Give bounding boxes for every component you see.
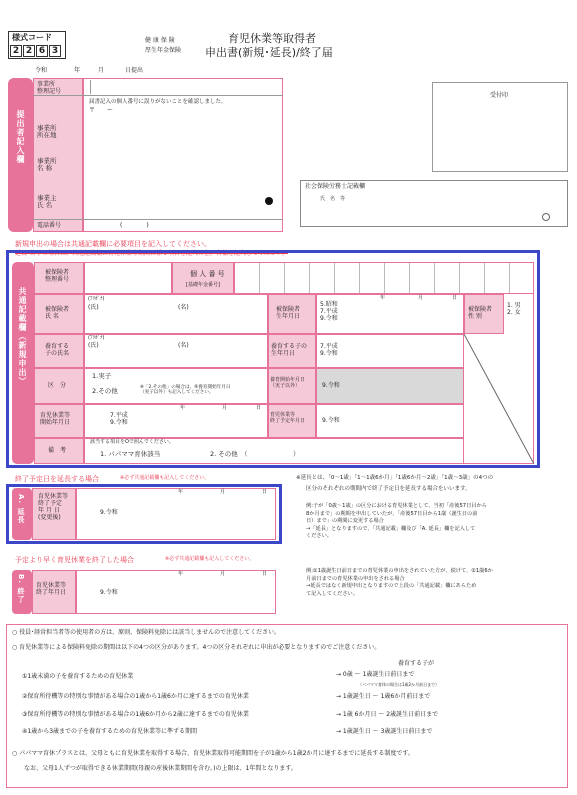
code-digit: 6 — [36, 45, 48, 57]
era-label: 令和 — [35, 67, 48, 74]
field-9-era: 9.令和 — [322, 382, 340, 389]
office-code-label: 事業所 整理記号 — [37, 81, 62, 95]
seal-circle-icon — [542, 213, 550, 221]
surname-label: (氏) — [88, 342, 99, 349]
field-1-label: 被保険者 整理番号 — [45, 269, 70, 283]
field-11-era: 9.令和 — [322, 417, 340, 424]
field-4-input[interactable] — [316, 294, 464, 334]
footer-note-3: ○ パパママ育休プラスとは、父母ともに育児休業を取得する場合、育児休業取得可能期間を子が1歳から1歳2か月に達するまでに延長する制度です。 — [12, 750, 414, 757]
month-label: 月 — [98, 67, 105, 74]
surname-label: (氏) — [88, 304, 99, 311]
footer-note-4: なお、父母1人ずつが取得できる休業期間(母親の産後休業期間を含む。)の上限は、1年間となります。 — [24, 765, 297, 772]
papamama-option[interactable]: 1. パパママ育休該当 — [100, 450, 161, 458]
field-13-year: 年 — [178, 489, 184, 495]
form-title-line1: 育児休業等取得者 — [228, 32, 316, 45]
field-9-label: 養育開始年月日 （実子以外） — [270, 377, 306, 389]
end-side-bar — [12, 570, 32, 614]
form-title-line2: 申出書(新規･延長)/終了届 — [205, 46, 333, 59]
footer-row-1-label: ①1歳未満の子を養育するための育児休業 — [22, 673, 134, 680]
extension-example-1: 例:子が「0歳〜1歳」の区分における育児休業として、当初「産後57日目から 8か月まで」の期間を申出していたが、「産後57日目から1歳（誕生日の前 日）まで」の期間に変更する場合 →「延長」となりますので、「共通記載」欄及び「A. 延長」欄を記入して ください。 — [306, 503, 487, 540]
furigana-label: (ﾌﾘｶﾞﾅ) — [88, 296, 105, 302]
code-digit: 3 — [49, 45, 61, 57]
field-7-era: 7.平成 9.令和 — [320, 343, 338, 357]
field-14-month: 月 — [220, 571, 226, 577]
field-6-label: 養育する 子の氏名 — [45, 343, 70, 357]
owner-name-label: 事業主 氏 名 — [37, 194, 57, 210]
form-code-label: 様式コード — [12, 33, 52, 42]
footer-row-2-range: → 1歳誕生日 〜 1歳6か月前日まで — [336, 693, 431, 700]
furigana-label: (ﾌﾘｶﾞﾅ) — [88, 335, 105, 341]
divider — [33, 95, 283, 96]
given-name-label: (名) — [178, 342, 189, 349]
field-10-label: 育児休業等 開始年月日 — [40, 412, 71, 426]
field-10-day: 日 — [256, 405, 262, 411]
footer-row-2-label: ②保育所待機等の特別な事情がある場合の1歳から1歳6か月に達するまでの育児休業 — [22, 693, 249, 700]
phone-paren: ( ) — [120, 222, 149, 229]
submitter-side-label: 提出者記入欄 — [16, 110, 25, 164]
submitter-side-bar — [8, 78, 33, 232]
extension-heading: 終了予定日を延長する場合 — [15, 475, 99, 483]
diagonal-slash — [464, 334, 534, 464]
field-10-year: 年 — [180, 405, 186, 411]
age-heading: 養育する子が — [398, 660, 435, 667]
notice-strike: 延長･終了の場合は、共通記載欄に育児休業等期間に係る項目を記入の上、各欄を記入してください。 — [15, 250, 289, 257]
extension-example-2: 例:①1歳誕生日前日までの育児休業の申出をされていた方が、続けて、②1歳6か 月前日までの育児休業の申出をされる場合 →延長ではなく新規申出となりますので上段の「共通記載」欄にあらため て記入してください。 — [306, 568, 493, 597]
field-13-month: 月 — [220, 489, 226, 495]
end-side-label: B. 終了 — [17, 574, 25, 604]
field-14-era: 9.令和 — [100, 589, 118, 596]
field-6-input[interactable] — [84, 334, 268, 368]
field-11-label: 育児休業等 終了予定年月日 — [270, 412, 306, 424]
end-heading-note: ※必ず共通記載欄も記入してください。 — [165, 556, 255, 562]
field-10-era: 7.平成 9.令和 — [110, 412, 128, 426]
reception-stamp-label: 受付印 — [490, 92, 509, 99]
diagonal-slash-svg — [464, 334, 534, 464]
common-side-bar — [12, 262, 34, 464]
field-8-note: ※「2.その他」の場合は、⑨養育開始年月日 （実子以外）も記入してください。 — [140, 385, 231, 396]
extension-note-1: ※延長とは、「0〜1歳」「1〜1歳6か月」「1歳6か月〜2歳」「1歳〜3歳」の4つの — [296, 475, 494, 481]
field-14-day: 日 — [262, 571, 268, 577]
footer-row-3-label: ③保育所待機等の特別な事情がある場合の1歳6か月から2歳に達するまでの育児休業 — [22, 711, 249, 718]
field-4-year: 年 — [380, 295, 386, 301]
other-option[interactable]: 2. その他 （ ） — [210, 450, 300, 458]
field-4-label: 被保険者 生年月日 — [276, 306, 301, 320]
extension-note-2: 区分のそれぞれの期間内で終了予定日を延長する場合をいいます。 — [306, 486, 471, 492]
footer-row-4-label: ④1歳から3歳までの子を養育するための育児休業等に準ずる期間 — [22, 728, 198, 735]
field-12-label: 備 考 — [48, 447, 67, 454]
field-3-label: 被保険者 氏 名 — [45, 306, 70, 320]
office-name-label: 事業所 名 称 — [37, 157, 57, 173]
notice-new: 新規申出の場合は共通記載欄に必要項目を記入してください。 — [15, 240, 211, 248]
field-10-month: 月 — [222, 405, 228, 411]
insurance-health: 健 康 保 険 — [145, 37, 175, 44]
field-7-input[interactable] — [316, 334, 464, 368]
field-4-month: 月 — [418, 295, 424, 301]
extension-side-bar — [12, 488, 32, 540]
field-14-year: 年 — [178, 571, 184, 577]
office-code-boxes — [90, 80, 270, 94]
field-13-era: 9.令和 — [100, 509, 118, 516]
seal-dot-icon — [265, 197, 273, 205]
field-13-day: 日 — [262, 489, 268, 495]
code-digit: 2 — [23, 45, 35, 57]
field-4-day: 日 — [452, 295, 458, 301]
submit-day-label: 日提出 — [125, 67, 144, 74]
field-7-label: 養育する子の 生年月日 — [271, 343, 308, 357]
field-8-options: 1.実子 2.その他 — [92, 372, 118, 395]
footer-row-1-range: → 0歳 〜 1歳誕生日前日まで — [336, 671, 415, 678]
consent-text: 届書記入の個人番号に誤りがないことを確認しました。 — [89, 99, 227, 105]
field-2-sub: [基礎年金番号] — [186, 282, 220, 288]
field-5-label: 被保険者 性 別 — [468, 306, 493, 320]
field-2-label: 個 人 番 号 — [190, 270, 225, 278]
code-digit: 2 — [10, 45, 22, 57]
footer-note-1: ○ 役員･経営担当者等の使用者の方は、原則、保険料免除には該当しませんので注意してください。 — [12, 629, 281, 636]
postal-code: 〒 ー — [89, 107, 114, 114]
field-13-label: 育児休業等 終了予定 年 月 日 (変更後) — [38, 493, 69, 521]
extension-heading-note: ※必ず共通記載欄も記入してください。 — [120, 475, 210, 481]
field-12-note: 該当する項目をOで囲んでください。 — [90, 439, 174, 445]
footer-row-3-range: → 1歳 6か月日 〜 2歳誕生日前日まで — [336, 711, 439, 718]
footer-row-1-sub: （パパママ育休の場合は1歳2か月前日まで） — [358, 682, 440, 687]
field-2-input[interactable] — [234, 262, 534, 294]
footer-row-4-range: → 1歳誕生日 〜 3歳誕生日前日まで — [336, 728, 433, 735]
divider — [33, 219, 283, 220]
footer-note-2: ○ 育児休業等による保険料免除の期間は以下の4つの区分があります。4つの区分それぞれに申出が必要となりますのでご注意ください。 — [12, 644, 381, 651]
field-1-input[interactable] — [84, 262, 172, 294]
field-4-era: 5.昭和 7.平成 9.令和 — [320, 301, 338, 322]
end-heading: 予定より早く育児休業を終了した場合 — [15, 556, 134, 564]
field-14-label: 育児休業等 終了年月日 — [36, 582, 67, 596]
office-address-label: 事業所 所在地 — [37, 124, 57, 140]
field-5-options[interactable]: 1. 男 2. 女 — [507, 302, 521, 316]
extension-side-label: A. 延長 — [17, 494, 25, 524]
year-label: 年 — [74, 67, 81, 74]
sharoushi-name-label: 氏 名 等 — [320, 196, 346, 202]
phone-label: 電話番号 — [37, 222, 62, 229]
given-name-label: (名) — [178, 304, 189, 311]
common-side-label: 共通記載欄（新規申出） — [18, 287, 27, 386]
form-code-digits — [10, 45, 61, 57]
insurance-pension: 厚生年金保険 — [145, 47, 182, 54]
field-3-input[interactable] — [84, 294, 268, 334]
sharoushi-label: 社会保険労務士記載欄 — [305, 183, 366, 190]
field-8-label: 区 分 — [48, 382, 67, 389]
